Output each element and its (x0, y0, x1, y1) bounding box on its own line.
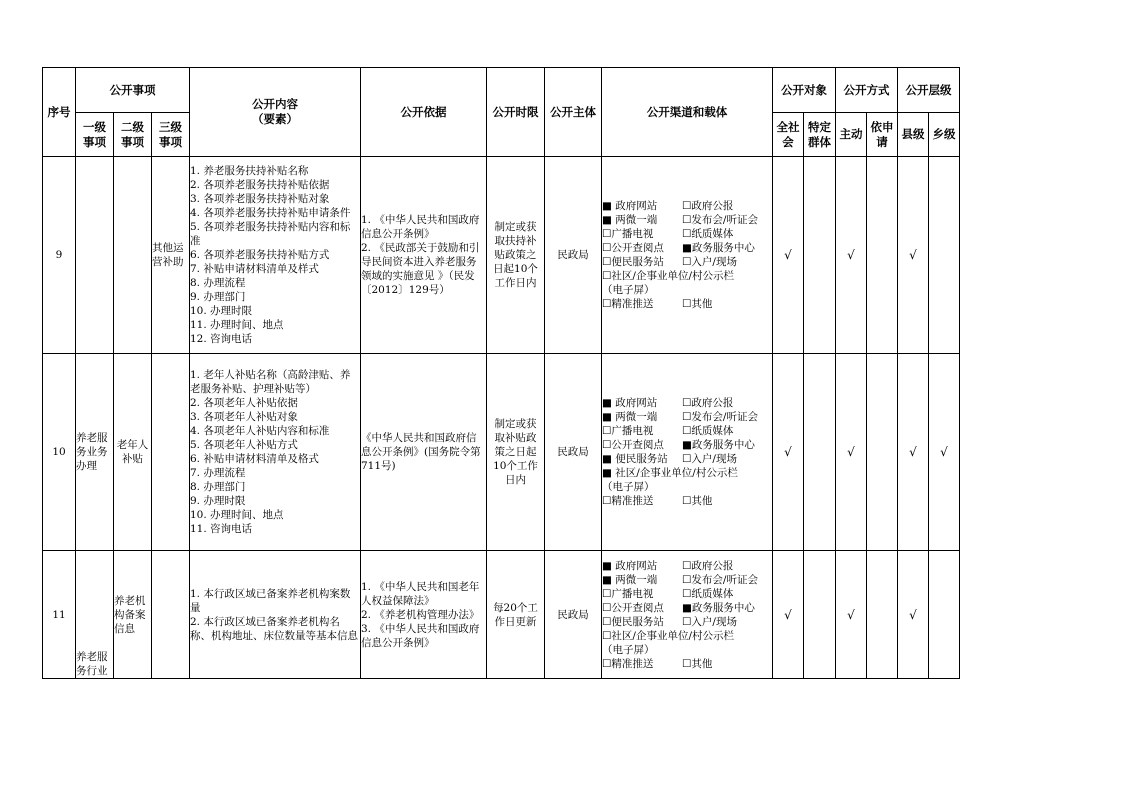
content-line: 10. 办理时限 (190, 305, 253, 317)
channel-option: ☐纸质媒体 (682, 587, 734, 600)
content-line: 3. 各项养老服务扶持补贴对象 (190, 193, 330, 205)
row-level-township (929, 157, 960, 354)
content-line: 8. 办理流程 (190, 277, 246, 289)
row-level1 (76, 157, 114, 354)
row-content (190, 551, 361, 679)
header-target-specific: 特定 群体 (804, 113, 836, 157)
channel-option: ■ 便民服务站 (602, 453, 668, 465)
channel-option: ■政务服务中心 (682, 242, 755, 254)
channel-option: ☐政府公报 (682, 559, 734, 572)
row-method-request (867, 157, 898, 354)
channel-option: ☐公开查阅点 (602, 439, 664, 451)
channel-option: ☐广播电视 (602, 425, 654, 437)
row-method-active: √ (836, 354, 867, 551)
channel-option: ☐社区/企事业单位/村公示栏 (602, 629, 734, 642)
basis-line: 2. 《民政部关于鼓励和引导民间资本进入养老服务领域的实施意见 》（民发〔2012〕129号） (361, 242, 480, 296)
basis-line: 1. 《中华人民共和国政府信息公开条例》 (361, 214, 480, 240)
row-target-specific (804, 157, 836, 354)
row-level1: 养老服务行业 (76, 551, 114, 679)
content-line: 3. 各项老年人补贴对象 (190, 411, 298, 423)
header-seq: 序号 (43, 68, 76, 157)
content-line: 9. 办理部门 (190, 291, 246, 303)
channel-option: ☐纸质媒体 (682, 228, 734, 240)
row-basis (361, 354, 487, 551)
channel-note: （电子屏） (602, 284, 655, 296)
content-line: 12. 咨询电话 (190, 333, 253, 345)
row-level-county: √ (898, 551, 929, 679)
content-line: 7. 办理流程 (190, 467, 246, 479)
channel-option: ☐公开查阅点 (602, 242, 664, 254)
row-time-limit: 每20个工作日更新 (487, 551, 545, 679)
row-level-county: √ (898, 157, 929, 354)
row-method-request (867, 551, 898, 679)
content-line: 11. 咨询电话 (190, 523, 253, 535)
row-method-active: √ (836, 551, 867, 679)
content-line: 4. 各项老年人补贴内容和标准 (190, 425, 330, 437)
channel-option: ■政务服务中心 (682, 439, 755, 451)
row-level3 (152, 354, 190, 551)
channel-option: ☐其他 (682, 298, 713, 310)
content-line: 2. 各项养老服务扶持补贴依据 (190, 179, 330, 191)
header-level2: 二级 事项 (114, 113, 152, 157)
channel-option: ☐政府公报 (682, 200, 734, 212)
row-channels (602, 157, 773, 354)
row-target-all: √ (773, 157, 804, 354)
channel-note: （电子屏） (602, 481, 655, 493)
table-row (43, 157, 960, 354)
row-seq: 9 (43, 157, 76, 354)
row-target-specific (804, 354, 836, 551)
channel-option: ☐便民服务站 (602, 256, 664, 268)
channel-option: ☐入户/现场 (682, 615, 737, 628)
row-seq: 11 (43, 551, 76, 679)
content-line: 5. 各项老年人补贴方式 (190, 439, 298, 451)
header-method-request: 依申 请 (867, 113, 898, 157)
channel-option: ■ 政府网站 (602, 397, 658, 409)
row-channels (602, 551, 773, 679)
channel-option: ■ 政府网站 (602, 559, 658, 572)
row-subject: 民政局 (545, 354, 602, 551)
channel-option: ■ 社区/企事业单位/村公示栏 (602, 467, 738, 479)
table-row (43, 354, 960, 551)
content-line: 8. 办理部门 (190, 481, 246, 493)
content-line: 7. 补贴申请材料清单及样式 (190, 263, 319, 275)
row-level2: 养老机构备案信息 (114, 551, 152, 679)
channel-option: ☐公开查阅点 (602, 601, 664, 614)
channel-option: ☐便民服务站 (602, 615, 664, 628)
channel-option: ■ 政府网站 (602, 200, 658, 212)
channel-option: ☐入户/现场 (682, 453, 737, 465)
row-channels (602, 354, 773, 551)
content-line: 5. 各项养老服务扶持补贴内容和标准 (190, 221, 351, 247)
row-level3: 其他运营补助 (152, 157, 190, 354)
row-target-all: √ (773, 551, 804, 679)
content-line: 2. 本行政区域已备案养老机构名称、机构地址、床位数量等基本信息 (190, 615, 358, 642)
header-basis: 公开依据 (361, 68, 487, 157)
header-subject: 公开主体 (545, 68, 602, 157)
row-target-all: √ (773, 354, 804, 551)
row-method-active: √ (836, 157, 867, 354)
content-line: 9. 办理时限 (190, 495, 246, 507)
header-public-items: 公开事项 (76, 68, 190, 113)
header-target: 公开对象 (773, 68, 836, 113)
row-level1: 养老服务业务办理 (76, 354, 114, 551)
row-basis (361, 157, 487, 354)
disclosure-table (42, 67, 960, 679)
content-line: 4. 各项养老服务扶持补贴申请条件 (190, 207, 351, 219)
content-line: 6. 各项养老服务扶持补贴方式 (190, 249, 330, 261)
header-time-limit: 公开时限 (487, 68, 545, 157)
channel-option: ■ 两微一端 (602, 214, 658, 226)
content-line: 6. 补贴申请材料清单及格式 (190, 453, 319, 465)
basis-line: 3. 《中华人民共和国政府信息公开条例》 (361, 622, 480, 649)
header-level-county: 县级 (898, 113, 929, 157)
content-line: 1. 老年人补贴名称（高龄津贴、养老服务补贴、护理补贴等） (190, 369, 351, 395)
channel-option: ☐社区/企事业单位/村公示栏 (602, 270, 734, 282)
channel-option: ☐其他 (682, 657, 713, 670)
basis-line: 1. 《中华人民共和国老年人权益保障法》 (361, 580, 480, 607)
channel-option: ☐发布会/听证会 (682, 214, 758, 226)
channel-option: ☐入户/现场 (682, 256, 737, 268)
row-level3 (152, 551, 190, 679)
row-time-limit: 制定或获取补贴政策之日起10个工作日内 (487, 354, 545, 551)
row-basis (361, 551, 487, 679)
row-target-specific (804, 551, 836, 679)
row-subject: 民政局 (545, 551, 602, 679)
channel-option: ☐政府公报 (682, 397, 734, 409)
header-channel: 公开渠道和载体 (602, 68, 773, 157)
row-method-request (867, 354, 898, 551)
channel-option: ■ 两微一端 (602, 411, 658, 423)
content-line: 1. 本行政区域已备案养老机构案数量 (190, 587, 351, 614)
row-level-county: √ (898, 354, 929, 551)
row-level-township (929, 551, 960, 679)
table-row (43, 551, 960, 679)
channel-option: ☐纸质媒体 (682, 425, 734, 437)
channel-option: ☐发布会/听证会 (682, 573, 758, 586)
header-method: 公开方式 (836, 68, 898, 113)
channel-note: （电子屏） (602, 643, 655, 656)
row-subject: 民政局 (545, 157, 602, 354)
channel-option: ☐精准推送 (602, 657, 654, 670)
row-level-township: √ (929, 354, 960, 551)
row-content (190, 157, 361, 354)
content-line: 10. 办理时间、地点 (190, 509, 284, 521)
channel-option: ■ 两微一端 (602, 573, 658, 586)
row-seq: 10 (43, 354, 76, 551)
header-method-active: 主动 (836, 113, 867, 157)
header-target-all: 全社 会 (773, 113, 804, 157)
channel-option: ☐精准推送 (602, 298, 654, 310)
header-level: 公开层级 (898, 68, 960, 113)
channel-option: ■政务服务中心 (682, 601, 755, 614)
header-level3: 三级 事项 (152, 113, 190, 157)
row-time-limit: 制定或获取扶持补贴政策之日起10个工作日内 (487, 157, 545, 354)
header-level-township: 乡级 (929, 113, 960, 157)
row-level2 (114, 157, 152, 354)
row-content (190, 354, 361, 551)
header-level1: 一级 事项 (76, 113, 114, 157)
channel-option: ☐广播电视 (602, 228, 654, 240)
content-line: 11. 办理时间、地点 (190, 319, 284, 331)
header-content: 公开内容 （要素） (190, 68, 361, 157)
channel-option: ☐其他 (682, 495, 713, 507)
basis-line: 《中华人民共和国政府信息公开条例》(国务院令第711号) (361, 432, 481, 472)
content-line: 1. 养老服务扶持补贴名称 (190, 165, 309, 177)
channel-option: ☐精准推送 (602, 495, 654, 507)
channel-option: ☐发布会/听证会 (682, 411, 758, 423)
channel-option: ☐广播电视 (602, 587, 654, 600)
row-level2: 老年人补贴 (114, 354, 152, 551)
basis-line: 2. 《养老机构管理办法》 (361, 608, 480, 621)
content-line: 2. 各项老年人补贴依据 (190, 397, 298, 409)
